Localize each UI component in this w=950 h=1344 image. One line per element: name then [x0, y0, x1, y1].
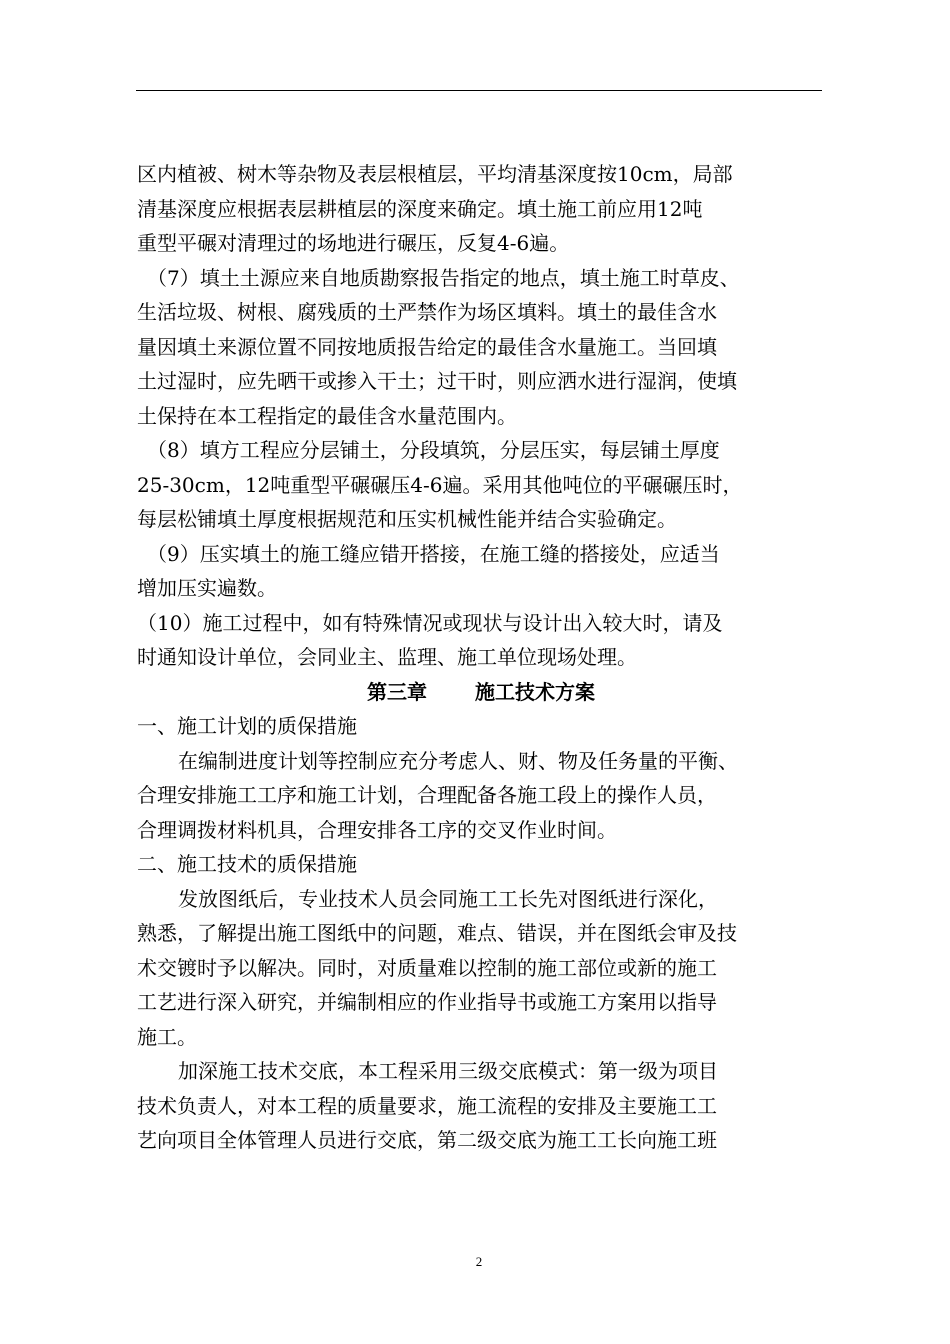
text-line: 施工。	[137, 1024, 197, 1049]
text-line: 25-30cm，12吨重型平碾碾压4-6遍。采用其他吨位的平碾碾压时，	[137, 472, 743, 497]
text-line: 合理调拨材料机具，合理安排各工序的交叉作业时间。	[137, 817, 617, 842]
text-line: 重型平碾对清理过的场地进行碾压，反复4-6遍。	[137, 231, 570, 255]
text-line: 每层松铺填土厚度根据规范和压实机械性能并结合实验确定。	[137, 507, 677, 531]
text-line: 合理安排施工工序和施工计划，合理配备各施工段上的操作人员，	[137, 783, 717, 807]
chapter-title: 施工技术方案	[475, 679, 595, 704]
section-heading: 二、施工技术的质保措施	[137, 852, 357, 876]
header-rule	[136, 90, 822, 91]
text-line: 清基深度应根据表层耕植层的深度来确定。填土施工前应用12吨	[137, 196, 703, 221]
text-line: 加深施工技术交底，本工程采用三级交底模式：第一级为项目	[178, 1059, 718, 1083]
text-line: 艺向项目全体管理人员进行交底，第二级交底为施工工长向施工班	[137, 1128, 717, 1152]
page-number: 2	[475, 1254, 483, 1269]
text-line: （7）填土土源应来自地质勘察报告指定的地点，填土施工时草皮、	[147, 265, 740, 290]
text-line: 熟悉，了解提出施工图纸中的问题，难点、错误，并在图纸会审及技	[137, 921, 737, 945]
chapter-number: 第三章	[367, 679, 427, 704]
text-line: 技术负责人，对本工程的质量要求，施工流程的安排及主要施工工	[137, 1093, 717, 1118]
text-line: （8）填方工程应分层铺土，分段填筑，分层压实，每层铺土厚度	[147, 438, 720, 462]
text-line: 术交镀时予以解决。同时，对质量难以控制的施工部位或新的施工	[137, 955, 717, 980]
text-line: 工艺进行深入研究，并编制相应的作业指导书或施工方案用以指导	[137, 990, 717, 1014]
text-line: 生活垃圾、树根、腐残质的土严禁作为场区填料。填土的最佳含水	[137, 300, 717, 324]
chapter-heading	[137, 675, 823, 710]
text-line: 增加压实遍数。	[137, 576, 277, 600]
text-line: （9）压实填土的施工缝应错开搭接，在施工缝的搭接处，应适当	[147, 541, 720, 566]
text-line: 区内植被、树木等杂物及表层根植层，平均清基深度按10cm，局部	[137, 162, 733, 186]
text-line: 时通知设计单位，会同业主、监理、施工单位现场处理。	[137, 645, 637, 669]
text-line: 发放图纸后，专业技术人员会同施工工长先对图纸进行深化，	[178, 886, 718, 911]
text-line: 土过湿时，应先晒干或掺入干土；过干时，则应洒水进行湿润，使填	[137, 369, 737, 393]
text-line: 量因填土来源位置不同按地质报告给定的最佳含水量施工。当回填	[137, 334, 717, 359]
section-heading: 一、施工计划的质保措施	[137, 714, 357, 738]
text-line: 土保持在本工程指定的最佳含水量范围内。	[137, 403, 517, 428]
text-line: （10）施工过程中，如有特殊情况或现状与设计出入较大时，请及	[137, 610, 723, 635]
page-body	[137, 157, 823, 1158]
text-line: 在编制进度计划等控制应充分考虑人、财、物及任务量的平衡、	[178, 748, 738, 773]
